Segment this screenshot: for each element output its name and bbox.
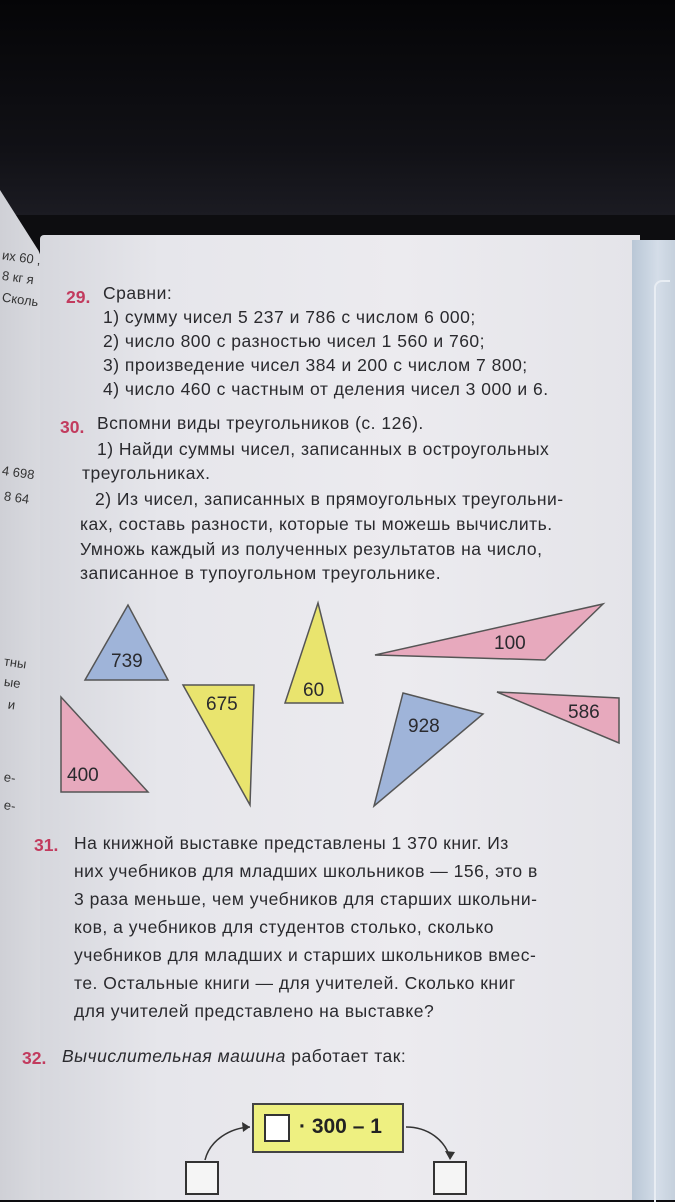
triangle-label: 60 bbox=[303, 680, 325, 701]
task-30-line: Умножь каждый из полученных результатов на число, bbox=[80, 539, 543, 559]
triangle-label: 100 bbox=[494, 633, 526, 654]
triangle-label: 675 bbox=[206, 694, 238, 715]
task-31-line: На книжной выставке представлены 1 370 книг. Из bbox=[74, 833, 509, 853]
task-29-title: Сравни: bbox=[103, 283, 173, 303]
task-30-line: 2) Из чисел, записанных в прямоугольных треугольни- bbox=[95, 489, 564, 509]
task-31-line: ков, а учебников для студентов столько, сколько bbox=[74, 917, 494, 937]
task-29-item: 4) число 460 с частным от деления чисел 3 000 и 6. bbox=[103, 379, 549, 399]
left-fragment: Сколь bbox=[1, 289, 40, 310]
task-32-rest: работает так: bbox=[285, 1046, 407, 1066]
task-30-line: треугольниках. bbox=[82, 463, 211, 483]
task-32-number: 32. bbox=[22, 1048, 47, 1068]
task-29-item: 3) произведение чисел 384 и 200 с числом 7 800; bbox=[103, 355, 528, 375]
left-fragment: тны bbox=[3, 653, 28, 672]
task-30-number: 30. bbox=[60, 417, 85, 437]
task-29-item: 1) сумму чисел 5 237 и 786 с числом 6 000; bbox=[103, 307, 476, 327]
task-29-item: 2) число 800 с разностью чисел 1 560 и 760; bbox=[103, 331, 486, 351]
left-fragment: е- bbox=[3, 797, 17, 814]
machine-box bbox=[252, 1103, 404, 1153]
task-30-line: ках, составь разности, которые ты можешь вычислить. bbox=[80, 514, 553, 534]
task-31-line: них учебников для младших школьников — 156, это в bbox=[74, 861, 538, 881]
triangle-label: 400 bbox=[67, 765, 99, 786]
task-31-line: учебников для младших и старших школьников вмес- bbox=[74, 945, 537, 965]
task-31-line: 3 раза меньше, чем учебников для старших школьни- bbox=[74, 889, 538, 909]
left-fragment: е- bbox=[3, 769, 17, 786]
left-fragment: 4 698 bbox=[1, 462, 36, 483]
task-30-line: 1) Найди суммы чисел, записанных в остроугольных bbox=[97, 439, 550, 459]
output-square bbox=[433, 1161, 467, 1195]
task-31-line: для учителей представлено на выставке? bbox=[74, 1001, 435, 1021]
task-30-line: Вспомни виды треугольников (с. 126). bbox=[97, 413, 424, 433]
left-fragment: 8 кг я bbox=[1, 267, 35, 288]
triangle-label: 739 bbox=[111, 651, 143, 672]
left-fragment: ые bbox=[3, 673, 22, 692]
left-fragment: 8 64 bbox=[3, 488, 31, 507]
task-29-number: 29. bbox=[66, 287, 91, 307]
task-30-line: записанное в тупоугольном треугольнике. bbox=[80, 563, 442, 583]
task-31-number: 31. bbox=[34, 835, 59, 855]
triangle-label: 928 bbox=[408, 716, 440, 737]
input-square bbox=[185, 1161, 219, 1195]
task-31-line: те. Остальные книги — для учителей. Сколько книг bbox=[74, 973, 516, 993]
triangle-label: 586 bbox=[568, 702, 600, 723]
machine-operation: · 300 – 1 bbox=[299, 1115, 382, 1138]
left-fragment: их 60 , bbox=[1, 247, 42, 268]
machine-input-square bbox=[264, 1114, 290, 1142]
left-fragment: и bbox=[6, 696, 17, 713]
task-32-italic: Вычислительная машина bbox=[62, 1046, 286, 1066]
